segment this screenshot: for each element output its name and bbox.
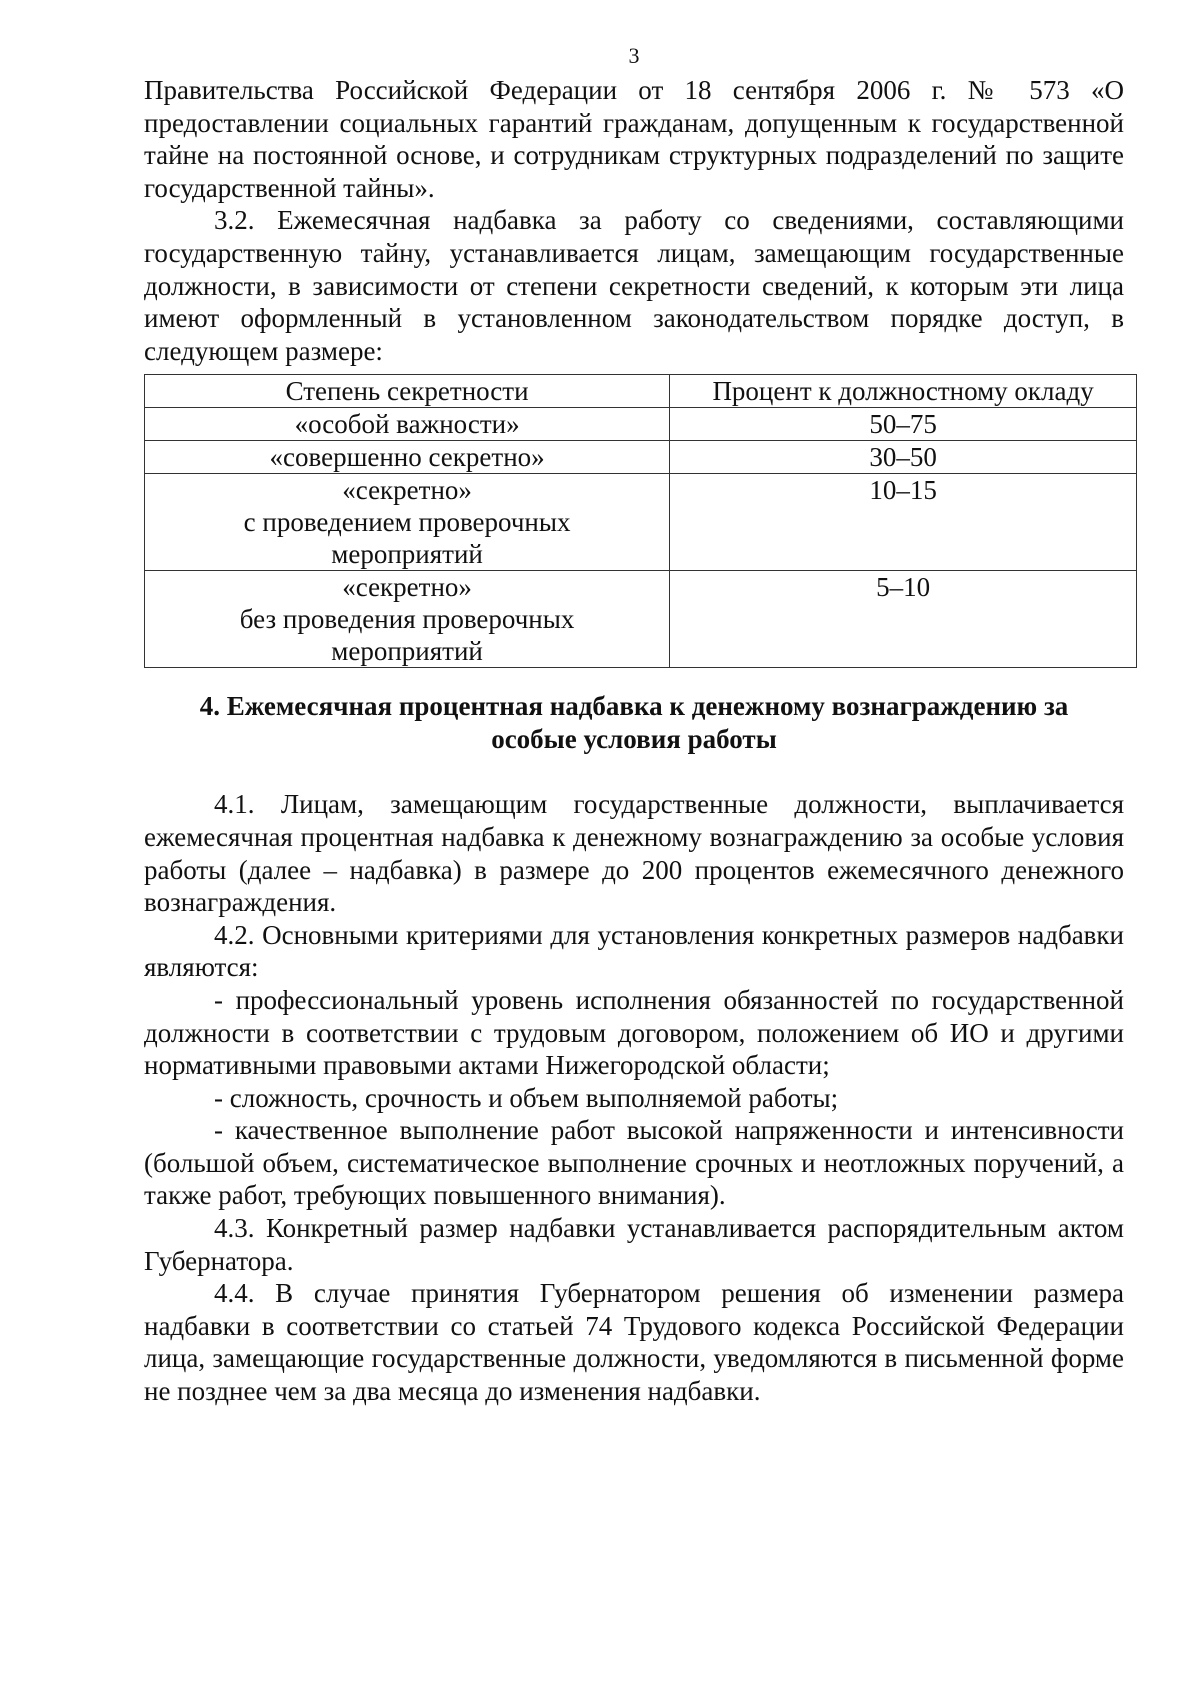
table-row xyxy=(145,474,1137,571)
degree-line: «секретно» xyxy=(342,475,472,506)
degree-line: «особой важности» xyxy=(294,409,520,440)
table-cell-degree xyxy=(145,474,670,571)
table-cell-degree xyxy=(145,441,670,474)
paragraph-4-3: 4.3. Конкретный размер надбавки устанавливается распорядительным актом Губернатора. xyxy=(144,1213,1124,1276)
degree-line: без проведения проверочных xyxy=(239,604,575,635)
paragraph-4-2: 4.2. Основными критериями для установления конкретных размеров надбавки являются: xyxy=(144,919,1124,983)
degree-line: мероприятий xyxy=(331,636,483,667)
paragraph-3-2: 3.2. Ежемесячная надбавка за работу со сведениями, составляющими государственную тайну, устанавливается лицам, замещающим государственные должности, в зависимости от степени секретности сведений, к которым эти лица имеют оформленный в установленном законодательством порядке доступ, в следующем размере: xyxy=(144,205,1124,366)
table-cell-degree xyxy=(145,408,670,441)
section-4-heading-line: особые условия работы xyxy=(491,724,777,755)
criterion-item: - сложность, срочность и объем выполняемой работы; xyxy=(214,1082,839,1113)
criterion-item: - профессиональный уровень исполнения обязанностей по государственной должности в соответствии с трудовым договором, положением об ИО и другими нормативными правовыми актами Нижегородской области; xyxy=(144,984,1124,1081)
table-cell-percent: 10–15 xyxy=(670,474,1137,571)
table-cell-percent: 5–10 xyxy=(670,571,1137,668)
table-cell-percent: 50–75 xyxy=(670,408,1137,441)
document-page xyxy=(144,42,1124,1408)
section-4-body xyxy=(144,788,1124,1407)
secrecy-table xyxy=(144,374,1137,668)
table-header-degree: Степень секретности xyxy=(145,375,670,408)
degree-line: мероприятий xyxy=(331,539,483,570)
criterion-item: - качественное выполнение работ высокой напряженности и интенсивности (большой объем, систематическое выполнение срочных и неотложных поручений, а также работ, требующих повышенного внимания). xyxy=(144,1115,1124,1211)
degree-line: с проведением проверочных xyxy=(243,507,571,538)
paragraph-4-1: 4.1. Лицам, замещающим государственные должности, выплачивается ежемесячная процентная надбавка к денежному вознаграждению за особые условия работы (далее – надбавка) в размере до 200 процентов ежемесячного денежного вознаграждения. xyxy=(144,789,1124,918)
table-row xyxy=(145,408,1137,441)
paragraph-4-4: 4.4. В случае принятия Губернатором решения об изменении размера надбавки в соответствии со статьей 74 Трудового кодекса Российской Федерации лица, замещающие государственные должности, уведомляются в письменной форме не позднее чем за два месяца до изменения надбавки. xyxy=(144,1278,1124,1407)
section-4-heading-line: 4. Ежемесячная процентная надбавка к денежному вознаграждению за xyxy=(199,691,1069,722)
table-header-row xyxy=(145,375,1137,408)
intro-paragraph: Правительства Российской Федерации от 18 сентября 2006 г. № 573 «О предоставлении социальных гарантий гражданам, допущенным к государственной тайне на постоянной основе, и сотрудникам структурных подразделений по защите государственной тайны». xyxy=(144,75,1124,203)
degree-line: «совершенно секретно» xyxy=(269,442,545,473)
table-row xyxy=(145,441,1137,474)
page-number: 3 xyxy=(628,43,640,68)
table-cell-percent: 30–50 xyxy=(670,441,1137,474)
table-row xyxy=(145,571,1137,668)
table-cell-degree xyxy=(145,571,670,668)
section-4-heading xyxy=(144,690,1124,756)
table-header-percent: Процент к должностному окладу xyxy=(670,375,1137,408)
degree-line: «секретно» xyxy=(342,572,472,603)
